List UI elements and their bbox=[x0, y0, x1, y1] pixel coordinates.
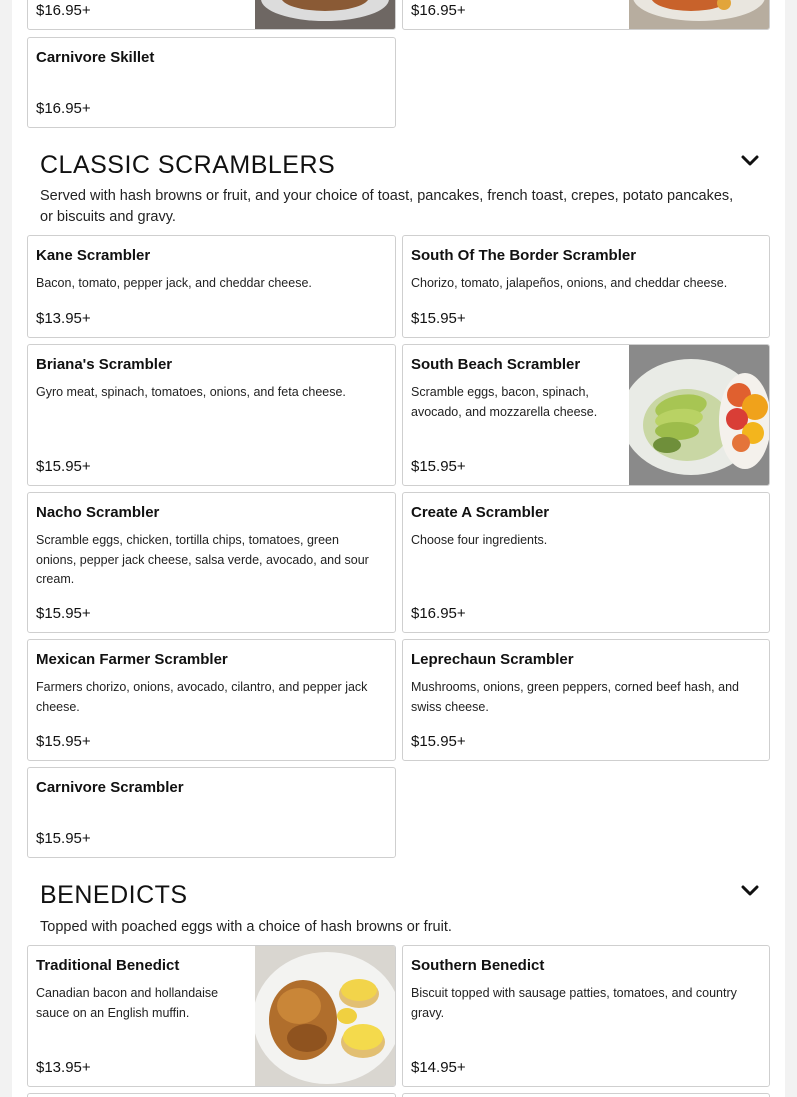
menu-item-card[interactable] bbox=[402, 0, 770, 30]
menu-item-description: Gyro meat, spinach, tomatoes, onions, and feta cheese. bbox=[36, 385, 346, 399]
menu-item-card[interactable] bbox=[27, 767, 396, 858]
menu-item-price: $14.95+ bbox=[411, 1059, 466, 1076]
menu-item-description: Choose four ingredients. bbox=[411, 533, 548, 547]
menu-item-description: Bacon, tomato, pepper jack, and cheddar cheese. bbox=[36, 276, 312, 290]
menu-page bbox=[12, 0, 785, 1097]
benedict-with-hash-browns-photo bbox=[255, 946, 395, 1087]
scrambler-with-avocado-and-fruit-photo bbox=[629, 345, 769, 486]
section-description: Served with hash browns or fruit, and your choice of toast, pancakes, french toast, crepes, potato pancakes, or biscuits and gravy. bbox=[40, 188, 734, 225]
chevron-down-icon[interactable] bbox=[740, 883, 760, 899]
menu-item-card[interactable] bbox=[402, 639, 770, 761]
menu-item-card[interactable] bbox=[27, 492, 396, 633]
menu-item-card[interactable] bbox=[27, 344, 396, 486]
menu-item-description: Mushrooms, onions, green peppers, corned beef hash, and swiss cheese. bbox=[411, 680, 739, 714]
menu-item-card[interactable] bbox=[27, 235, 396, 338]
section-description: Topped with poached eggs with a choice of hash browns or fruit. bbox=[40, 919, 452, 935]
menu-item-description: Canadian bacon and hollandaise sauce on an English muffin. bbox=[36, 986, 219, 1020]
menu-item-name: Create A Scrambler bbox=[411, 504, 550, 521]
menu-item-description: Farmers chorizo, onions, avocado, cilantro, and pepper jack cheese. bbox=[36, 680, 368, 714]
menu-item-name: Briana's Scrambler bbox=[36, 356, 173, 373]
menu-item-name: Southern Benedict bbox=[411, 957, 545, 974]
menu-item-name: Mexican Farmer Scrambler bbox=[36, 651, 228, 668]
menu-item-card[interactable] bbox=[27, 1093, 396, 1097]
menu-item-price: $13.95+ bbox=[36, 1059, 91, 1076]
breakfast-plate-photo bbox=[255, 0, 395, 30]
menu-item-price: $16.95+ bbox=[411, 2, 466, 19]
menu-item-card[interactable] bbox=[402, 235, 770, 338]
menu-item-price: $15.95+ bbox=[36, 605, 91, 622]
menu-item-card[interactable] bbox=[402, 344, 770, 486]
menu-item-price: $15.95+ bbox=[36, 733, 91, 750]
section-title: BENEDICTS bbox=[40, 881, 188, 909]
menu-item-price: $16.95+ bbox=[36, 100, 91, 117]
menu-item-name: South Of The Border Scrambler bbox=[411, 247, 637, 264]
menu-item-description: Scramble eggs, bacon, spinach, avocado, and mozzarella cheese. bbox=[411, 385, 598, 419]
menu-item-description: Scramble eggs, chicken, tortilla chips, tomatoes, green onions, pepper jack cheese, salsa verde, avocado, and sour cream. bbox=[36, 533, 369, 586]
menu-item-name: Nacho Scrambler bbox=[36, 504, 160, 521]
menu-item-name: Kane Scrambler bbox=[36, 247, 151, 264]
menu-item-price: $15.95+ bbox=[411, 733, 466, 750]
menu-item-card[interactable] bbox=[27, 37, 396, 128]
section-title: CLASSIC SCRAMBLERS bbox=[40, 151, 336, 179]
menu-item-card[interactable] bbox=[402, 945, 770, 1087]
menu-item-card[interactable] bbox=[402, 1093, 770, 1097]
chevron-down-icon[interactable] bbox=[740, 153, 760, 169]
menu-item-card[interactable] bbox=[27, 639, 396, 761]
menu-item-card[interactable] bbox=[27, 945, 396, 1087]
menu-item-name: South Beach Scrambler bbox=[411, 356, 581, 373]
menu-item-name: Carnivore Scrambler bbox=[36, 779, 184, 796]
breakfast-plate-photo bbox=[629, 0, 769, 30]
menu-item-price: $15.95+ bbox=[36, 830, 91, 847]
menu-item-price: $16.95+ bbox=[411, 605, 466, 622]
menu-item-price: $16.95+ bbox=[36, 2, 91, 19]
menu-item-name: Traditional Benedict bbox=[36, 957, 180, 974]
menu-item-card[interactable] bbox=[27, 0, 396, 30]
menu-item-price: $15.95+ bbox=[411, 458, 466, 475]
menu-item-card[interactable] bbox=[402, 492, 770, 633]
menu-item-description: Chorizo, tomato, jalapeños, onions, and cheddar cheese. bbox=[411, 276, 728, 290]
menu-item-price: $15.95+ bbox=[36, 458, 91, 475]
menu-item-name: Carnivore Skillet bbox=[36, 49, 155, 66]
menu-item-price: $15.95+ bbox=[411, 310, 466, 327]
menu-item-name: Leprechaun Scrambler bbox=[411, 651, 574, 668]
menu-item-description: Biscuit topped with sausage patties, tomatoes, and country gravy. bbox=[411, 986, 737, 1020]
menu-item-price: $13.95+ bbox=[36, 310, 91, 327]
